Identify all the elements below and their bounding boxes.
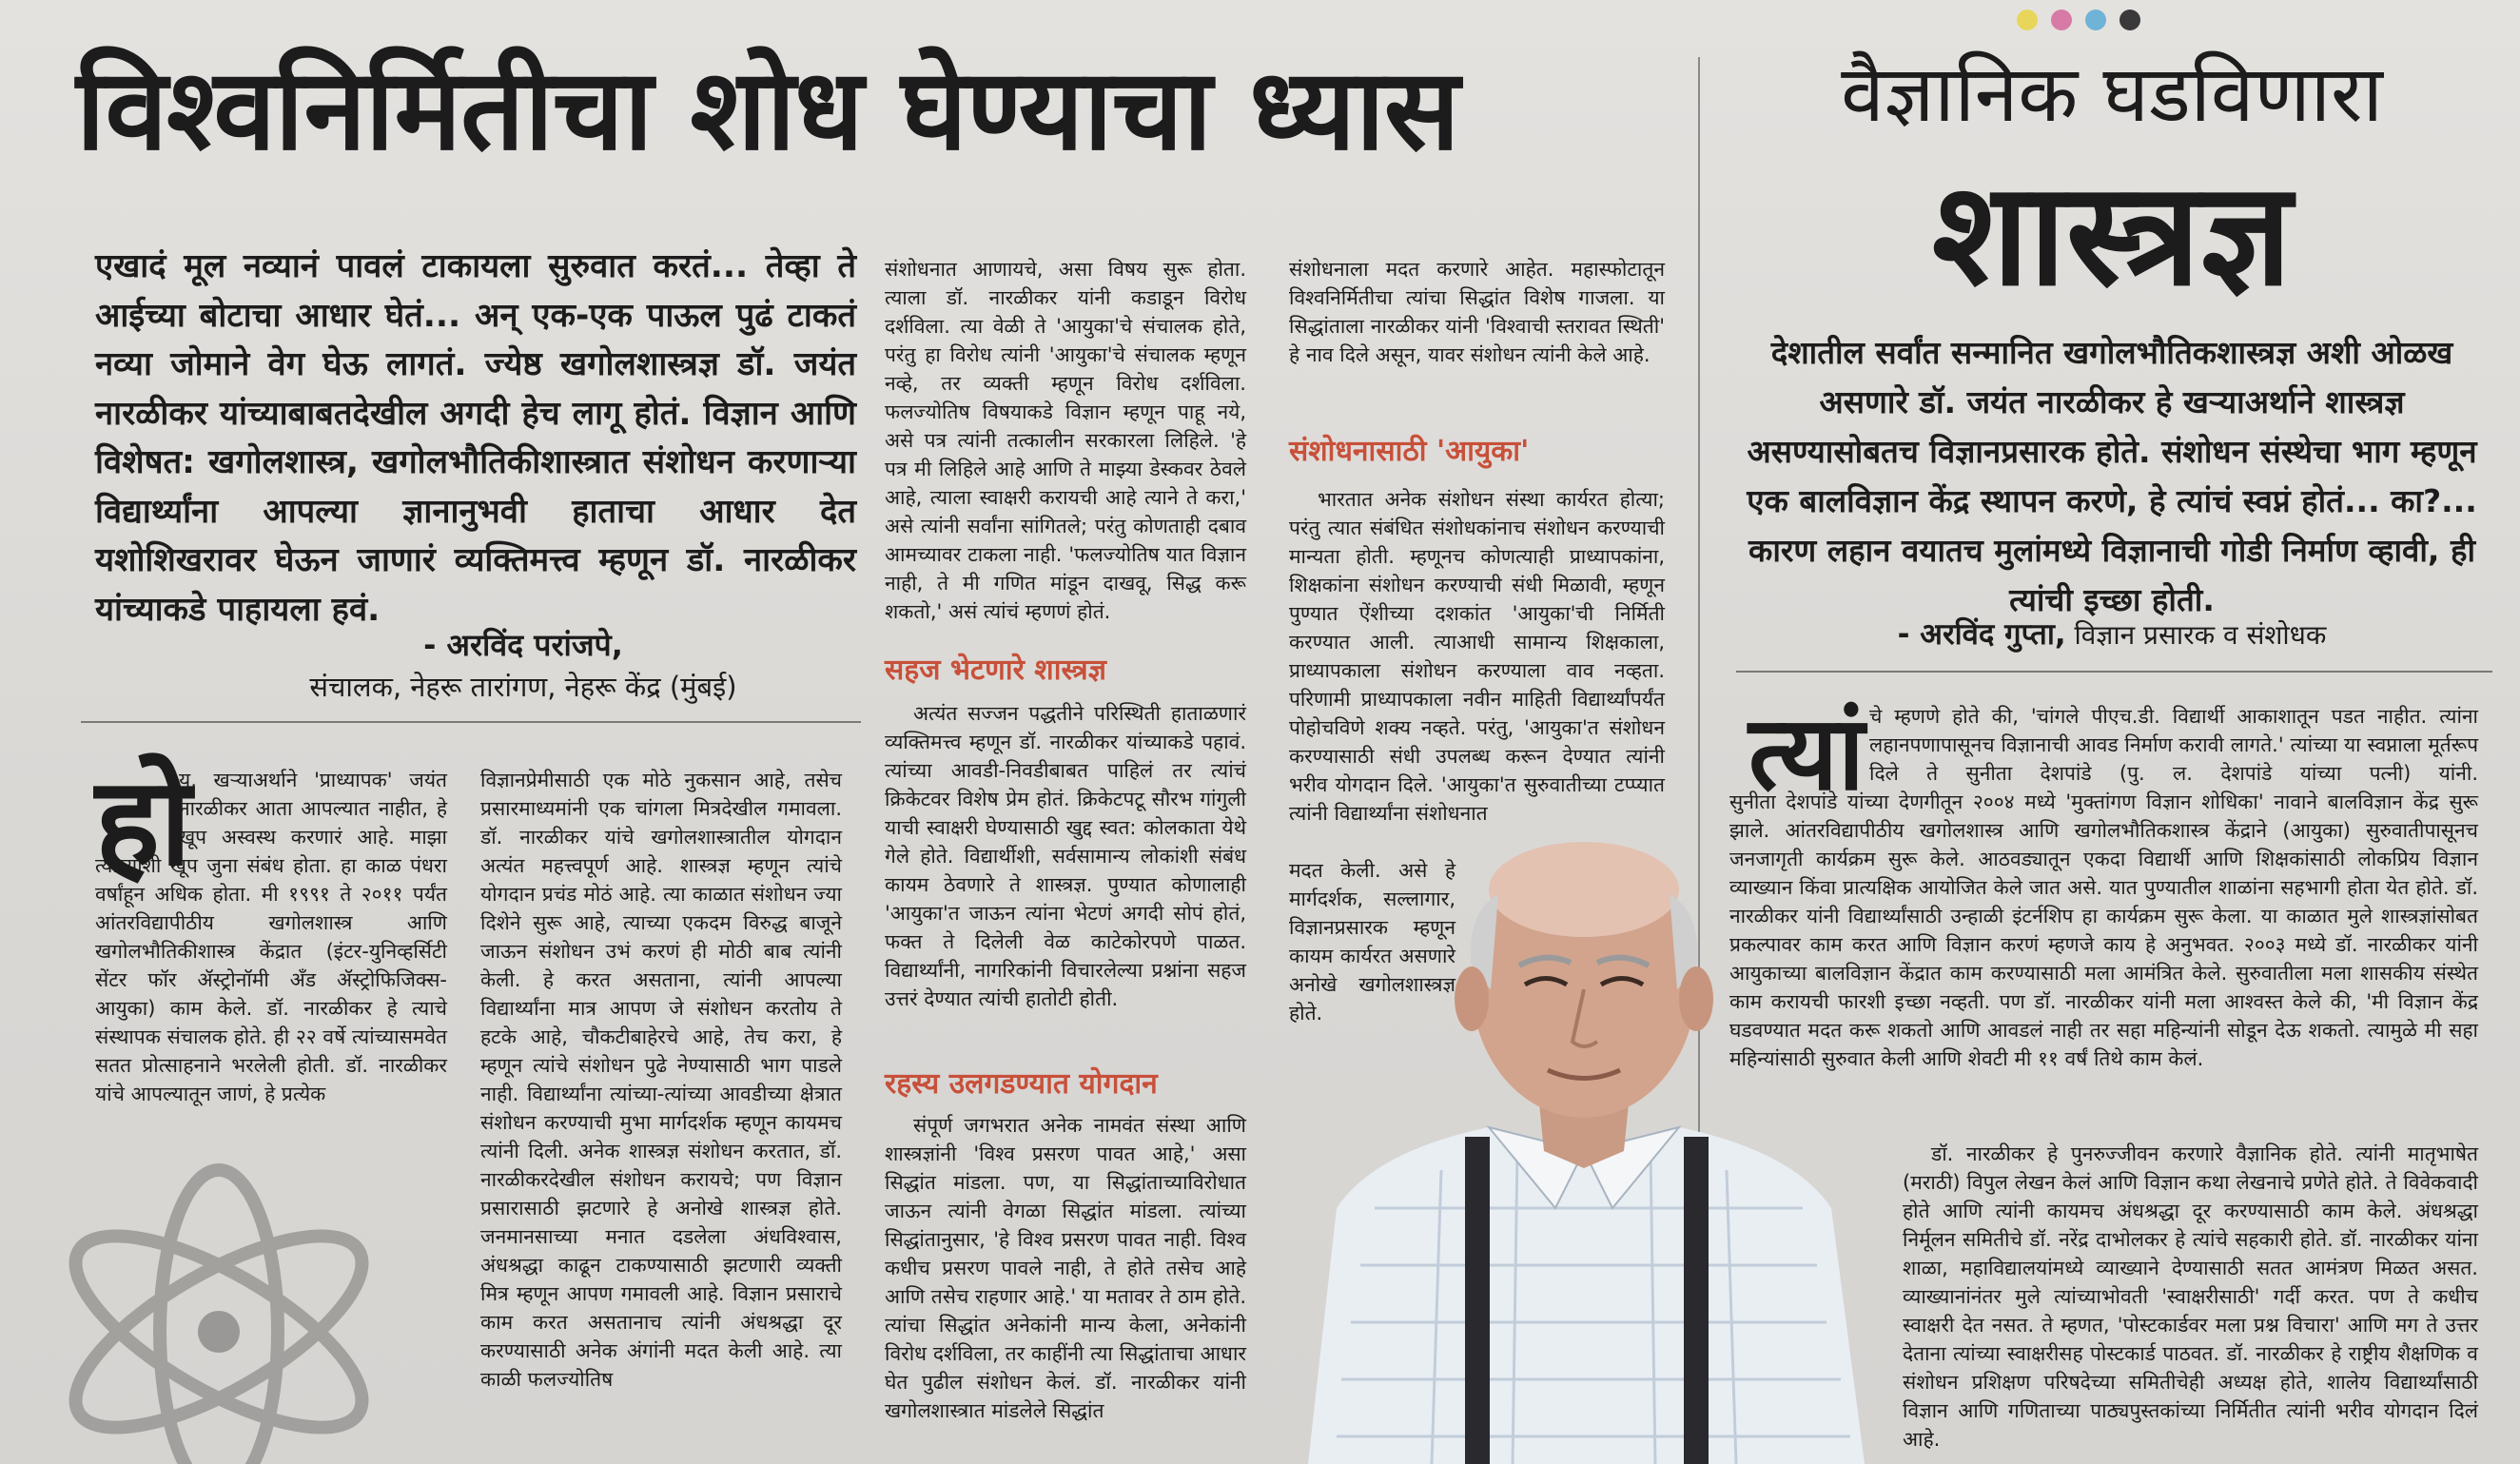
intro-quote: एखादं मूल नव्यानं पावलं टाकायला सुरुवात करतं... तेव्हा ते आईच्या बोटाचा आधार घेतं... अन् एक-एक पाऊल पुढं टाकतं नव्या जोमाने वेग घेऊ लागतं. ज्येष्ठ खगोलशास्त्रज्ञ डॉ. जयंत नारळीकर यांच्याबाबतदेखील अगदी हेच लागू होतं. विज्ञान आणि विशेषत: खगोलशास्त्र, खगोलभौतिकीशास्त्रात संशोधन करणाऱ्या विद्यार्थ्यांना आपल्या ज्ञानानुभवी हाताचा आधार देत यशोशिखरावर घेऊन जाणारं व्यक्तिमत्त्व म्हणून डॉ. नारळीकर यांच्याकडे पाहायला हवं. — [95, 247, 856, 629]
right-para2-text: डॉ. नारळीकर हे पुनरुज्जीवन करणारे वैज्ञानिक होते. त्यांनी मातृभाषेत (मराठी) विपुल लेखन केलं आणि विज्ञान कथा लेखनाचे प्रणेते होते. ते विवेकवादी होते आणि त्यांनी कायमच अंधश्रद्धा दूर करण्यासाठी काम केले. अंधश्रद्धा निर्मूलन समितीचे डॉ. नरेंद्र दाभोलकर हे त्यांचे सहकारी होते. डॉ. नारळीकर यांना शाळा, महाविद्यालयांमध्ये व्याख्याने देण्यासाठी सतत आमंत्रण मिळत असत. व्याख्यानांनंतर मुले त्यांच्याभोवती 'स्वाक्षरीसाठी' गर्दी करत. पण ते कधीच स्वाक्षरी देत नसत. ते म्हणत, 'पोस्टकार्डवर मला प्रश्न विचारा' आणि मग ते उत्तर देताना त्यांच्या स्वाक्षरीसह पोस्टकार्ड पाठवत. डॉ. नारळीकर हे राष्ट्रीय शैक्षणिक व संशोधन प्रशिक्षण परिषदेच्या समितीचेही अध्यक्ष होते, शालेय विद्यार्थ्यांसाठी विज्ञान आणि गणिताच्या पाठ्यपुस्तकांच्या निर्मितीत त्यांनी भरीव योगदान दिलं आहे. — [1903, 1142, 2478, 1451]
column-4a-text: संशोधनाला मदत करणारे आहेत. महास्फोटातून विश्वनिर्मितीचा त्यांचा सिद्धांत विशेष गाजला. या सिद्धांताला नारळीकर यांनी 'विश्वाची स्तरावत स्थिती' हे नाव दिले असून, यावर संशोधन त्यांनी केले आहे. — [1289, 258, 1665, 366]
main-headline: विश्वनिर्मितीचा शोध घेण्याचा ध्यास — [76, 44, 1459, 175]
article-column-4b — [1289, 485, 1665, 851]
right-para1-lead — [1869, 702, 2478, 790]
article-column-3c — [885, 1111, 1246, 1436]
intro-role: संचालक, नेहरू तारांगण, नेहरू केंद्र (मुंबई) — [309, 671, 737, 703]
right-para1-rest-text: सुनीता देशपांडे यांच्या देणगीतून २००४ मध्ये 'मुक्तांगण विज्ञान शोधिका' नावाने बालविज्ञान केंद्र सुरू झाले. आंतरविद्यापीठीय खगोलशास्त्र आणि खगोलभौतिकशास्त्र केंद्राने (आयुका) सुरुवातीपासूनच जनजागृती कार्यक्रम सुरू केले. आठवड्यातून एकदा विद्यार्थी आणि शिक्षकांसाठी लोकप्रिय विज्ञान व्याख्यान किंवा प्रात्यक्षिक आयोजित केले जात असे. यात पुण्यातील शाळांना सहभागी होता येत होते. डॉ. नारळीकर यांनी विद्यार्थ्यांसाठी उन्हाळी इंटर्नशिप हा कार्यक्रम सुरू केला. या काळात मुले शास्त्रज्ञांसोबत प्रकल्पावर काम करत आणि विज्ञान करणं म्हणजे काय हे अनुभवत. २००३ मध्ये डॉ. नारळीकर यांनी आयुकाच्या बालविज्ञान केंद्रात काम करण्यासाठी मला आमंत्रित केले. सुरुवातीला मला शासकीय संस्थेत काम करायची फारशी इच्छा नव्हती. पण डॉ. नारळीकर यांनी मला आश्वस्त केले की, 'मी विज्ञान केंद्र घडवण्यात मदत करू शकतो आणि आवडलं नाही तर सहा महिन्यांनी सोडून देऊ शकतो. त्यामुळे मी सहा महिन्यांसाठी सुरुवात केली आणि शेवटी मी ११ वर्षं तिथे काम केलं. — [1729, 791, 2478, 1070]
left-dropcap: हो — [95, 752, 192, 893]
column-1-text: य, खऱ्याअर्थाने 'प्राध्यापक' जयंत नारळीकर आता आपल्यात नाहीत, हे खूप अस्वस्थ करणारं आहे. माझा त्यांच्याशी खूप जुना संबंध होता. हा काळ पंधरा वर्षांहून अधिक होता. मी १९९१ ते २०११ पर्यंत आंतरविद्यापीठीय खगोलशास्त्र आणि खगोलभौतिकीशास्त्र केंद्रात (इंटर-युनिव्हर्सिटी सेंटर फॉर ॲस्ट्रोनॉमी अँड ॲस्ट्रोफिजिक्स- आयुका) काम केले. डॉ. नारळीकर हे त्याचे संस्थापक संचालक होते. ही २२ वर्षे त्यांच्यासमवेत सतत प्रोत्साहनाने भरलेली होती. डॉ. नारळीकर यांचे आपल्यातून जाणं, हे प्रत्येक — [95, 769, 447, 1105]
right-intro: देशातील सर्वांत सन्मानित खगोलभौतिकशास्त्रज्ञ अशी ओळख असणारे डॉ. जयंत नारळीकर हे खऱ्याअर्थाने शास्त्रज्ञ असण्यासोबतच विज्ञानप्रसारक होते. संशोधन संस्थेचा भाग म्हणून एक बालविज्ञान केंद्र स्थापन करणे, हे त्यांचं स्वप्नं होतं... का?... कारण लहान वयातच मुलांमध्ये विज्ञानाची गोडी निर्माण व्हावी, ही त्यांची इच्छा होती. — [1747, 334, 2477, 618]
article-column-3a — [885, 255, 1246, 635]
column-3c-text: संपूर्ण जगभरात अनेक नामवंत संस्था आणि शास्त्रज्ञांनी 'विश्व प्रसरण पावत आहे,' असा सिद्धांत मांडला. पण, या सिद्धांताच्याविरोधात जाऊन त्यांनी वेगळा सिद्धांत मांडला. त्यांच्या सिद्धांतानुसार, 'हे विश्व प्रसरण पावत नाही. विश्व कधीच प्रसरण पावले नाही, ते होते तसेच आहे आणि तसेच राहणार आहे.' या मतावर ते ठाम होते. त्यांचा सिद्धांत अनेकांनी मान्य केला, अनेकांनी विरोध दर्शविला, तर काहींनी त्या सिद्धांताचा आधार घेत पुढील संशोधन केलं. डॉ. नारळीकर यांनी खगोलशास्त्रात मांडलेले सिद्धांत — [885, 1114, 1246, 1422]
article-column-4a — [1289, 255, 1665, 426]
atom-icon — [38, 1142, 400, 1446]
right-para2 — [1903, 1140, 2478, 1451]
intro-rule — [81, 721, 861, 723]
right-para1-rest — [1729, 788, 2478, 1135]
right-headline-line2: शास्त्रज्ञ — [1931, 152, 2293, 318]
column-2-text: विज्ञानप्रेमीसाठी एक मोठे नुकसान आहे, तसेच प्रसारमाध्यमांनी एक चांगला मित्रदेखील गमावला. डॉ. नारळीकर यांचे खगोलशास्त्रातील योगदान अत्यंत महत्त्वपूर्ण आहे. शास्त्रज्ञ म्हणून त्यांचे योगदान प्रचंड मोठं आहे. त्या काळात संशोधन ज्या दिशेने सुरू आहे, त्याच्या एकदम विरुद्ध बाजूने जाऊन संशोधन उभं करणं ही मोठी बाब त्यांनी केली. हे करत असताना, त्यांनी आपल्या विद्यार्थ्यांना मात्र आपण जे संशोधन करतोय ते हटके आहे, चौकटीबाहेरचे आहे, तेच करा, हे म्हणून त्यांचे संशोधन पुढे नेण्यासाठी भाग पाडले नाही. विद्यार्थ्यांना त्यांच्या-त्यांच्या आवडीच्या क्षेत्रात संशोधन करण्याची मुभा मार्गदर्शक म्हणून कायमच त्यांनी दिली. अनेक शास्त्रज्ञ संशोधन करतात, डॉ. नारळीकरदेखील संशोधन करायचे; पण विज्ञान प्रसारासाठी झटणारे हे अनोखे शास्त्रज्ञ होते. जनमानसाच्या मनात दडलेला अंधविश्वास, अंधश्रद्धा काढून टाकण्यासाठी झटणारी व्यक्ती मित्र म्हणून आपण गमावली आहे. विज्ञान प्रसाराचे काम करत असतानाच त्यांनी अंधश्रद्धा दूर करण्यासाठी अनेक अंगांनी मदत केली आहे. त्या काळी फलज्योतिष — [480, 769, 842, 1391]
article-column-3b — [885, 699, 1246, 1056]
subhead-ayuka: संशोधनासाठी 'आयुका' — [1289, 435, 1530, 468]
subhead-mystery: रहस्य उलगडण्यात योगदान — [885, 1067, 1158, 1101]
column-4c-text: मदत केली. असे हे मार्गदर्शक, सल्लागार, विज्ञानप्रसारक म्हणून कायम कार्यरत असणारे अनोखे खगोलशास्त्रज्ञ होते. — [1289, 859, 1455, 1025]
right-byline-name: - अरविंद गुप्ता, — [1897, 617, 2066, 652]
right-dropcap: त्यां — [1748, 694, 1865, 813]
article-column-1 — [95, 766, 447, 1161]
right-intro-rule — [1736, 671, 2492, 673]
right-headline-line1: वैज्ञानिक घडविणारा — [1841, 49, 2383, 140]
right-para1-lead-text: चे म्हणणे होते की, 'चांगले पीएच.डी. विद्यार्थी आकाशातून पडत नाहीत. त्यांना लहानपणापासूनच विज्ञानाची आवड निर्माण करावी लागते.' त्यांच्या या स्वप्नाला मूर्तरूप दिले ते सुनीता देशपांडे (पु. ल. देशपांडे यांच्या पत्नी) यांनी. — [1869, 705, 2478, 785]
right-byline — [1731, 614, 2492, 656]
column-3b-text: अत्यंत सज्जन पद्धतीने परिस्थिती हाताळणारं व्यक्तिमत्त्व म्हणून डॉ. नारळीकर यांच्याकडे पहावं. त्यांच्या आवडी-निवडीबाबत पाहिलं तर त्यांचं क्रिकेटवर विशेष प्रेम होतं. क्रिकेटपटू सौरभ गांगुली याची स्वाक्षरी घेण्यासाठी खुद्द स्वत: कोलकाता येथे गेले होते. विद्यार्थीशी, सर्वसामान्य लोकांशी संबंध कायम ठेवणारे ते शास्त्रज्ञ. पुण्यात कोणालाही 'आयुका'त जाऊन त्यांना भेटणं अगदी सोपं होतं, फक्त ते दिलेली वेळ काटेकोरपणे पाळत. विद्यार्थ्यांनी, नागरिकांनी विचारलेल्या प्रश्नांना सहज उत्तरं देण्यात त्यांची हातोटी होती. — [885, 702, 1246, 1010]
registration-marks — [2017, 10, 2207, 34]
column-3a-text: संशोधनात आणायचे, असा विषय सुरू होता. त्याला डॉ. नारळीकर यांनी कडाडून विरोध दर्शविला. त्या वेळी ते 'आयुका'चे संचालक होते, परंतु हा विरोध त्यांनी 'आयुका'चे संचालक म्हणून नव्हे, तर व्यक्ती म्हणून विरोध दर्शविला. फलज्योतिष विषयाकडे विज्ञान म्हणून पाहू नये, असे पत्र त्यांनी तत्कालीन सरकारला लिहिले. 'हे पत्र मी लिहिले आहे आणि ते माझ्या डेस्कवर ठेवले आहे, त्याला स्वाक्षरी करायची आहे त्याने ते करा,' असे त्यांनी सर्वांना सांगितले; परंतु कोणताही दबाव आमच्यावर टाकला नाही. 'फलज्योतिष यात विज्ञान नाही, ते मी गणित मांडून दाखवू, सिद्ध करू शकतो,' असं त्यांचं म्हणणं होतं. — [885, 258, 1246, 623]
article-column-2 — [480, 766, 842, 1436]
subhead-easy-scientist: सहज भेटणारे शास्त्रज्ञ — [885, 654, 1106, 687]
right-byline-role: विज्ञान प्रसारक व संशोधक — [2074, 619, 2327, 651]
intro-byline: - अरविंद परांजपे, — [423, 627, 623, 663]
column-4b-text: भारतात अनेक संशोधन संस्था कार्यरत होत्या; परंतु त्यात संबंधित संशोधकांनाच संशोधन करण्याची मान्यता होती. म्हणूनच कोणत्याही प्राध्यापकांना, शिक्षकांना संशोधन करण्याची संधी मिळावी, म्हणून पुण्यात ऐंशीच्या दशकांत 'आयुका'ची निर्मिती करण्यात आली. त्याआधी सामान्य शिक्षकाला, प्राध्यापकाला संशोधन करण्याला वाव नव्हता. परिणामी प्राध्यापकाला नवीन माहिती विद्यार्थ्यांपर्यंत पोहोचविणे शक्य नव्हते. परंतु, 'आयुका'त संशोधन करण्यासाठी संधी उपलब्ध करून देण्यात त्यांनी भरीव योगदान दिले. 'आयुका'त सुरुवातीच्या टप्प्यात त्यांनी विद्यार्थ्यांना संशोधनात — [1289, 488, 1665, 825]
